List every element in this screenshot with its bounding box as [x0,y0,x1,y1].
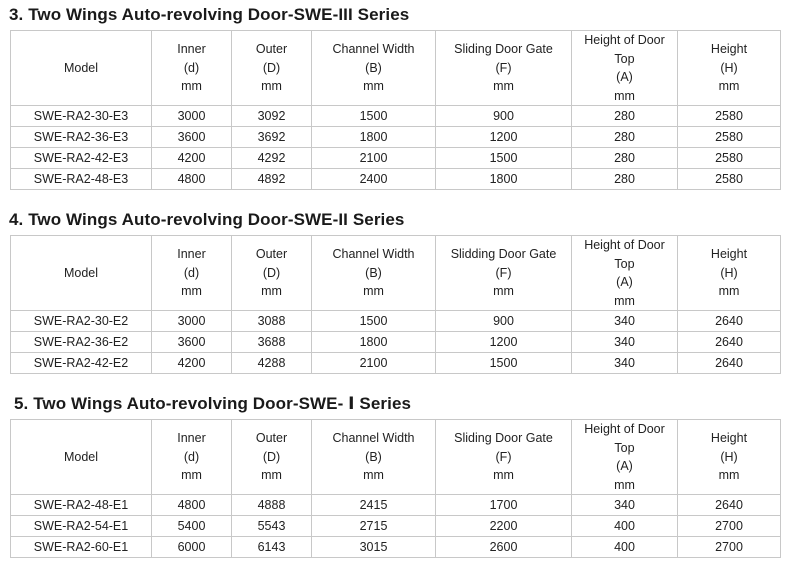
header-line: Height of Door [584,238,665,252]
header-line: mm [261,284,282,299]
table-row [11,332,781,353]
header-line: (d) [183,449,200,464]
header-line: Channel Width [332,247,415,262]
header-line: (d) [183,265,200,280]
header-line: Channel Width [332,431,415,446]
cell-height: 2640 [678,495,781,516]
cell-sliding-door-gate: 1200 [436,127,572,148]
header-channel-width [312,420,436,495]
header-line: (D) [262,265,281,280]
header-line: (d) [183,60,200,75]
cell-channel-width: 1800 [312,332,436,353]
header-line: (F) [495,60,512,75]
header-line: Inner [177,431,206,446]
cell-model: SWE-RA2-48-E3 [11,169,152,190]
header-line: (H) [720,265,738,280]
cell-door-top-height: 340 [572,495,678,516]
cell-channel-width: 2415 [312,495,436,516]
header-door-top-height [572,420,678,495]
header-line: mm [363,284,384,299]
header-door-top-height [572,31,678,106]
header-height [678,31,781,106]
section-title: 4. Two Wings Auto-revolving Door-SWE-II Series [9,210,405,229]
table-row [11,148,781,169]
header-line: Outer [255,247,288,262]
cell-inner: 5400 [152,516,232,537]
cell-door-top-height: 400 [572,537,678,558]
cell-height: 2700 [678,537,781,558]
cell-outer: 3092 [232,106,312,127]
cell-model: SWE-RA2-36-E2 [11,332,152,353]
header-line: mm [718,468,740,483]
header-line: Sliding Door Gate [454,42,553,57]
cell-height: 2700 [678,516,781,537]
header-line: mm [363,468,384,483]
cell-model: SWE-RA2-54-E1 [11,516,152,537]
header-line: Sliding Door Gate [454,431,553,446]
header-line: (F) [495,265,512,280]
header-height [678,236,781,311]
cell-model: SWE-RA2-36-E3 [11,127,152,148]
cell-outer: 5543 [232,516,312,537]
cell-inner: 3000 [152,106,232,127]
header-outer [232,236,312,311]
cell-channel-width: 2100 [312,353,436,374]
cell-sliding-door-gate: 1700 [436,495,572,516]
header-line: Channel Width [332,42,415,57]
header-line: mm [261,468,282,483]
header-line: mm [493,284,514,299]
header-line: Height [710,42,748,57]
header-line: (A) [616,70,633,84]
header-outer [232,420,312,495]
cell-height: 2580 [678,106,781,127]
cell-inner: 3000 [152,311,232,332]
cell-outer: 3088 [232,311,312,332]
header-model [11,236,152,311]
header-channel-width [312,31,436,106]
cell-channel-width: 2715 [312,516,436,537]
header-line: (H) [720,449,738,464]
header-line: Top [614,440,635,455]
header-height [678,420,781,495]
cell-channel-width: 1500 [312,106,436,127]
cell-channel-width: 1500 [312,311,436,332]
table-row [11,537,781,558]
header-line: mm [614,477,635,492]
table-row [11,106,781,127]
cell-inner: 3600 [152,332,232,353]
table-row [11,516,781,537]
spec-table [10,235,781,374]
header-inner [152,31,232,106]
table-row [11,127,781,148]
cell-inner: 4200 [152,353,232,374]
header-line: (A) [616,459,633,473]
table-row [11,495,781,516]
header-sliding-door-gate [436,31,572,106]
cell-model: SWE-RA2-60-E1 [11,537,152,558]
header-line: Outer [255,42,288,57]
cell-inner: 3600 [152,127,232,148]
header-line: Model [63,60,99,75]
header-line: mm [718,79,740,94]
cell-door-top-height: 280 [572,169,678,190]
cell-door-top-height: 340 [572,311,678,332]
cell-outer: 3692 [232,127,312,148]
cell-door-top-height: 280 [572,106,678,127]
cell-sliding-door-gate: 900 [436,106,572,127]
cell-door-top-height: 340 [572,353,678,374]
cell-outer: 4292 [232,148,312,169]
header-model [11,31,152,106]
cell-inner: 6000 [152,537,232,558]
header-sliding-door-gate [436,236,572,311]
header-line: (F) [495,449,512,464]
cell-height: 2640 [678,311,781,332]
spec-table [10,419,781,558]
header-line: (D) [262,449,281,464]
cell-outer: 3688 [232,332,312,353]
cell-sliding-door-gate: 1500 [436,353,572,374]
cell-height: 2580 [678,127,781,148]
header-line: Height of Door [584,422,665,436]
header-line: Model [63,449,99,464]
table-row [11,311,781,332]
cell-sliding-door-gate: 1200 [436,332,572,353]
cell-outer: 6143 [232,537,312,558]
table-row [11,169,781,190]
cell-door-top-height: 400 [572,516,678,537]
cell-model: SWE-RA2-30-E2 [11,311,152,332]
cell-door-top-height: 340 [572,332,678,353]
section-title: 3. Two Wings Auto-revolving Door-SWE-III Series [9,5,410,24]
cell-door-top-height: 280 [572,127,678,148]
header-line: Top [614,51,635,66]
cell-height: 2640 [678,332,781,353]
header-line: mm [614,88,635,103]
header-outer [232,31,312,106]
header-row [11,31,781,106]
header-line: Model [63,265,99,280]
section-title: 5. Two Wings Auto-revolving Door-SWE- Ⅰ Series [14,394,412,413]
cell-sliding-door-gate: 900 [436,311,572,332]
header-line: Height of Door [584,33,665,47]
header-line: Slidding Door Gate [450,247,557,262]
cell-channel-width: 2400 [312,169,436,190]
header-line: (H) [720,60,738,75]
cell-door-top-height: 280 [572,148,678,169]
header-door-top-height [572,236,678,311]
header-line: mm [363,79,384,94]
header-model [11,420,152,495]
cell-channel-width: 3015 [312,537,436,558]
header-line: (A) [616,275,633,289]
header-line: Outer [255,431,288,446]
header-line: (B) [365,60,382,75]
cell-height: 2580 [678,169,781,190]
header-line: mm [493,468,514,483]
header-line: (B) [365,265,382,280]
cell-sliding-door-gate: 2600 [436,537,572,558]
header-line: mm [261,79,282,94]
header-line: mm [718,284,740,299]
header-channel-width [312,236,436,311]
cell-model: SWE-RA2-48-E1 [11,495,152,516]
header-line: mm [493,79,514,94]
cell-height: 2580 [678,148,781,169]
cell-channel-width: 2100 [312,148,436,169]
cell-inner: 4800 [152,169,232,190]
header-inner [152,236,232,311]
cell-model: SWE-RA2-42-E3 [11,148,152,169]
header-line: mm [181,284,202,299]
cell-sliding-door-gate: 1800 [436,169,572,190]
spec-table [10,30,781,190]
header-line: Inner [177,247,206,262]
cell-outer: 4888 [232,495,312,516]
header-row [11,420,781,495]
table-row [11,353,781,374]
cell-sliding-door-gate: 1500 [436,148,572,169]
cell-inner: 4800 [152,495,232,516]
cell-channel-width: 1800 [312,127,436,148]
cell-inner: 4200 [152,148,232,169]
header-line: Inner [177,42,206,57]
cell-model: SWE-RA2-30-E3 [11,106,152,127]
cell-outer: 4288 [232,353,312,374]
cell-sliding-door-gate: 2200 [436,516,572,537]
header-line: Height [710,247,748,262]
header-line: Height [710,431,748,446]
header-line: Top [614,256,635,271]
header-row [11,236,781,311]
header-line: (D) [262,60,281,75]
header-line: mm [181,79,202,94]
cell-height: 2640 [678,353,781,374]
header-line: mm [614,293,635,308]
cell-model: SWE-RA2-42-E2 [11,353,152,374]
header-sliding-door-gate [436,420,572,495]
header-line: mm [181,468,202,483]
header-inner [152,420,232,495]
cell-outer: 4892 [232,169,312,190]
header-line: (B) [365,449,382,464]
